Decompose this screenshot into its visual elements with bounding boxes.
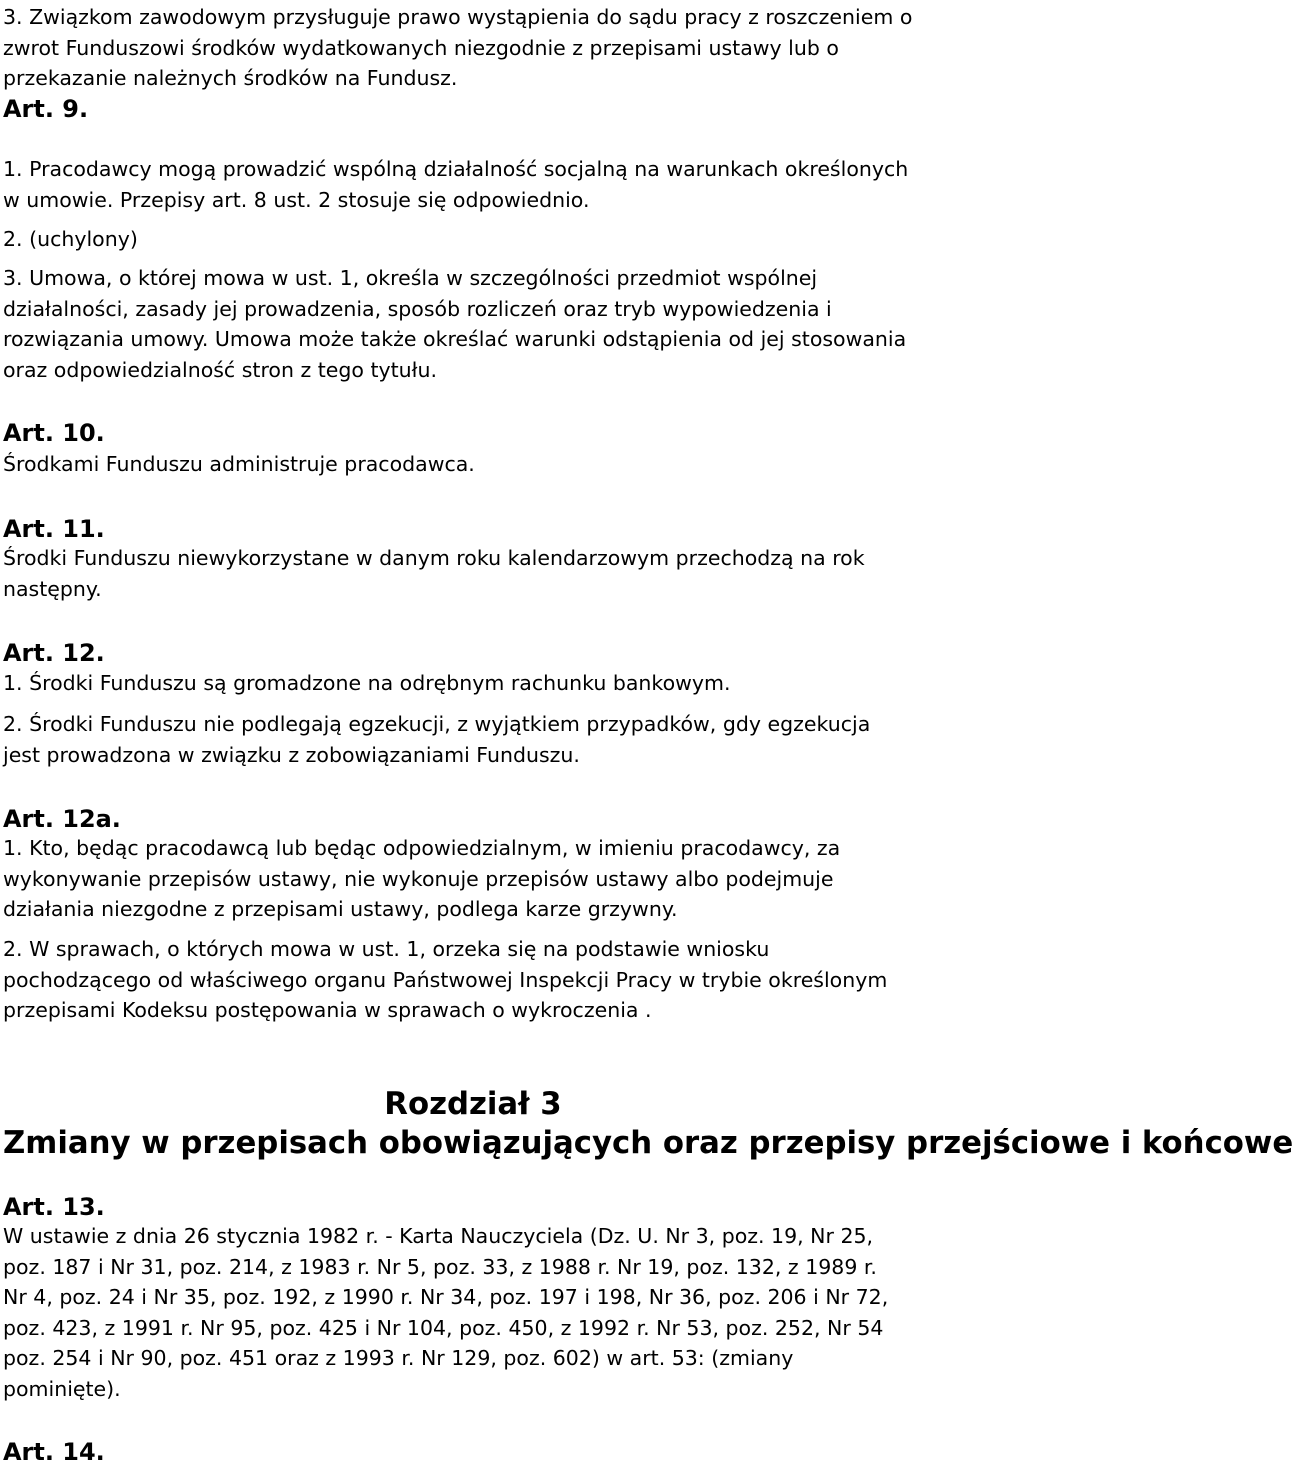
art9-paragraph-1: 1. Pracodawcy mogą prowadzić wspólną działalność socjalną na warunkach określonych w umowie. Przepisy art. 8 ust. 2 stosuje się odpowiednio.	[3, 157, 909, 212]
art9-paragraph-2: 2. (uchylony)	[3, 227, 138, 251]
art12a-paragraph-1: 1. Kto, będąc pracodawcą lub będąc odpowiedzialnym, w imieniu pracodawcy, za wykonywanie przepisów ustawy, nie wykonuje przepisów ustawy albo podejmuje działania niezgodne z przepisami ustawy, podlega karze grzywny.	[3, 836, 841, 921]
art12a-heading: Art. 12a.	[3, 805, 121, 833]
art12-paragraph-1: 1. Środki Funduszu są gromadzone na odrębnym rachunku bankowym.	[3, 671, 731, 695]
art11-heading: Art. 11.	[3, 515, 105, 543]
art9-paragraph-3: 3. Umowa, o której mowa w ust. 1, określa w szczególności przedmiot wspólnej działalności, zasady jej prowadzenia, sposób rozliczeń oraz tryb wypowiedzenia i rozwiązania umowy. Umowa może także określać warunki odstąpienia od jej stosowania oraz odpowiedzialność stron z tego tytułu.	[3, 266, 907, 382]
art10-text: Środkami Funduszu administruje pracodawca.	[3, 452, 475, 476]
art8-paragraph-3: 3. Związkom zawodowym przysługuje prawo wystąpienia do sądu pracy z roszczeniem o zwrot Funduszowi środków wydatkowanych niezgodnie z przepisami ustawy lub o przekazanie należnych środków na Fundusz.	[3, 5, 913, 90]
art11-text: Środki Funduszu niewykorzystane w danym roku kalendarzowym przechodzą na rok następny.	[3, 546, 865, 601]
art12-paragraph-2: 2. Środki Funduszu nie podlegają egzekucji, z wyjątkiem przypadków, gdy egzekucja jest prowadzona w związku z zobowiązaniami Funduszu.	[3, 712, 871, 767]
art12a-paragraph-2: 2. W sprawach, o których mowa w ust. 1, orzeka się na podstawie wniosku pochodzącego od właściwego organu Państwowej Inspekcji Pracy w trybie określonym przepisami Kodeksu postępowania w sprawach o wykroczenia .	[3, 937, 888, 1022]
art13-heading: Art. 13.	[3, 1193, 105, 1221]
art13-text: W ustawie z dnia 26 stycznia 1982 r. - Karta Nauczyciela (Dz. U. Nr 3, poz. 19, Nr 25, poz. 187 i Nr 31, poz. 214, z 1983 r. Nr 5, poz. 33, z 1988 r. Nr 19, poz. 132, z 1989 r. Nr 4, poz. 24 i Nr 35, poz. 192, z 1990 r. Nr 34, poz. 197 i 198, Nr 36, poz. 206 i Nr 72, poz. 423, z 1991 r. Nr 95, poz. 425 i Nr 104, poz. 450, z 1992 r. Nr 53, poz. 252, Nr 54 poz. 254 i Nr 90, poz. 451 oraz z 1993 r. Nr 129, poz. 602) w art. 53: (zmiany pominięte).	[3, 1224, 889, 1401]
chapter-title: Zmiany w przepisach obowiązujących oraz przepisy przejściowe i końcowe	[3, 1125, 1293, 1161]
art10-heading: Art. 10.	[3, 419, 105, 447]
art14-heading: Art. 14.	[3, 1438, 105, 1466]
chapter-number: Rozdział 3	[384, 1086, 562, 1122]
art12-heading: Art. 12.	[3, 639, 105, 667]
art9-heading: Art. 9.	[3, 95, 89, 123]
